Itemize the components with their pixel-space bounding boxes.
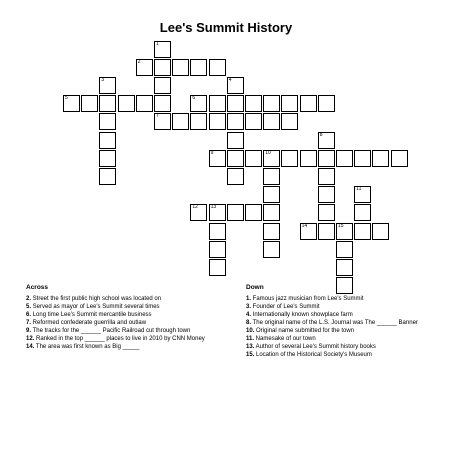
clue-text: Author of several Lee's Summit history books [254,344,376,350]
down-clue [246,304,436,311]
grid-cell[interactable] [209,95,226,112]
grid-cell[interactable] [190,59,207,76]
clue-number: 3 [101,76,105,83]
grid-cell[interactable] [154,41,171,58]
grid-cell[interactable] [209,150,226,167]
grid-cell[interactable] [227,77,244,94]
down-clue [246,320,436,327]
clue-num: 10. [246,328,255,334]
clue-number: 4 [228,76,232,83]
grid-cell[interactable] [354,204,371,221]
clue-text: Original name submitted for the town [254,328,355,334]
grid-cell[interactable] [63,95,80,112]
clue-text: Street the first public high school was located on [31,296,162,302]
grid-cell[interactable] [99,95,116,112]
across-clue [26,304,216,311]
grid-cell[interactable] [227,204,244,221]
clue-text: Reformed confederate guerrilla and outlaw [31,320,147,326]
grid-cell[interactable] [136,95,153,112]
grid-cell[interactable] [318,204,335,221]
clue-num: 8. [246,320,252,326]
puzzle-title: Lee's Summit History [159,20,293,35]
grid-cell[interactable] [245,95,262,112]
grid-cell[interactable] [81,95,98,112]
across-clue [26,312,216,319]
grid-cell[interactable] [190,113,207,130]
clue-number: 10 [265,149,271,156]
grid-cell[interactable] [245,204,262,221]
grid-cell[interactable] [118,95,135,112]
grid-cell[interactable] [281,95,298,112]
grid-cell[interactable] [263,223,280,240]
grid-cell[interactable] [263,113,280,130]
grid-cell[interactable] [318,223,335,240]
across-clue [26,336,216,343]
grid-cell[interactable] [318,186,335,203]
grid-cell[interactable] [154,95,171,112]
grid-cell[interactable] [300,95,317,112]
grid-cell[interactable] [154,77,171,94]
grid-cell[interactable] [372,150,389,167]
clue-number: 7 [156,113,159,120]
grid-cell[interactable] [281,150,298,167]
down-clues [246,284,436,360]
grid-cell[interactable] [318,132,335,149]
clue-num: 14. [26,344,35,350]
clue-number: 12 [192,204,198,211]
down-clue [246,344,436,351]
grid-cell[interactable] [318,168,335,185]
grid-cell[interactable] [336,150,353,167]
across-clue [26,328,216,335]
clue-num: 13. [246,344,255,350]
grid-cell[interactable] [336,223,353,240]
clue-number: 6 [192,95,196,102]
grid-cell[interactable] [245,150,262,167]
clue-num: 3. [246,304,252,310]
clue-text: Famous jazz musician from Lee's Summit [251,296,364,302]
grid-cell[interactable] [263,95,280,112]
clue-number: 5 [65,95,68,102]
grid-cell[interactable] [190,204,207,221]
down-clue [246,336,436,343]
down-clue [246,328,436,335]
clue-num: 7. [26,320,32,326]
grid-cell[interactable] [99,77,116,94]
down-clue [246,312,436,319]
grid-cell[interactable] [99,150,116,167]
clue-number: 11 [356,186,362,193]
grid-cell[interactable] [263,204,280,221]
clue-num: 1. [246,296,252,302]
grid-cell[interactable] [318,150,335,167]
clue-number: 1 [156,40,159,47]
grid-cell[interactable] [190,95,207,112]
grid-cell[interactable] [209,113,226,130]
grid-cell[interactable] [300,150,317,167]
clue-number: 15 [338,222,344,229]
clue-text: The tracks for the ______ Pacific Railroad cut through town [31,328,191,334]
clue-text: The original name of the L.S. Journal was The ______ Banner [251,320,418,326]
grid-cell[interactable] [209,223,226,240]
grid-cell[interactable] [263,186,280,203]
clue-number: 2 [137,58,141,65]
grid-cell[interactable] [209,204,226,221]
across-clues [26,284,216,352]
clue-number: 8 [319,131,323,138]
down-heading: Down [246,284,264,291]
clue-number: 9 [210,149,214,156]
grid-cell[interactable] [227,113,244,130]
grid-cell[interactable] [336,259,353,276]
grid-cell[interactable] [372,223,389,240]
grid-cell[interactable] [172,113,189,130]
clue-number: 13 [210,204,217,211]
grid-cell[interactable] [281,113,298,130]
clue-text: Ranked in the top ______ places to live in 2010 by CNN Money [34,336,205,342]
down-clue [246,352,436,359]
grid-cell[interactable] [227,168,244,185]
grid-cell[interactable] [336,241,353,258]
clue-num: 12. [26,336,35,342]
clue-text: Location of the Historical Society's Museum [254,352,372,358]
clue-num: 6. [26,312,32,318]
grid-cell[interactable] [227,150,244,167]
across-clue [26,344,216,351]
across-heading: Across [26,284,49,291]
grid-cell[interactable] [245,113,262,130]
grid-cell[interactable] [99,132,116,149]
across-clue [26,296,216,303]
grid-cell[interactable] [300,223,317,240]
grid-cell[interactable] [391,150,408,167]
grid-cell[interactable] [209,59,226,76]
grid-cell[interactable] [263,241,280,258]
clue-num: 11. [246,336,255,342]
grid-cell[interactable] [263,150,280,167]
clue-num: 15. [246,352,255,358]
down-clue [246,296,436,303]
grid-cell[interactable] [172,59,189,76]
grid-cell[interactable] [354,223,371,240]
grid-cell[interactable] [154,59,171,76]
grid-cell[interactable] [227,95,244,112]
clue-num: 9. [26,328,32,334]
clue-text: Served as mayor of Lee's Summit several times [31,304,160,310]
clue-text: Namesake of our town [254,336,316,342]
clue-text: Internationally known showplace farm [251,312,353,318]
grid-cell[interactable] [99,113,116,130]
clue-text: Long time Lee's Summit mercantile business [31,312,152,318]
grid-cell[interactable] [99,168,116,185]
grid-cell[interactable] [136,59,153,76]
clue-text: The area was first known as Big _____ [34,344,140,350]
clue-text: Founder of Lee's Summit [251,304,320,310]
grid-cell[interactable] [354,150,371,167]
clue-num: 5. [26,304,32,310]
grid-cell[interactable] [354,186,371,203]
grid-cell[interactable] [209,259,226,276]
grid-cell[interactable] [227,132,244,149]
clue-num: 4. [246,312,252,318]
grid-cell[interactable] [318,95,335,112]
grid-cell[interactable] [209,241,226,258]
clue-number: 14 [301,222,308,229]
across-clue [26,320,216,327]
clue-num: 2. [26,296,32,302]
grid-cell[interactable] [154,113,171,130]
grid-cell[interactable] [263,168,280,185]
